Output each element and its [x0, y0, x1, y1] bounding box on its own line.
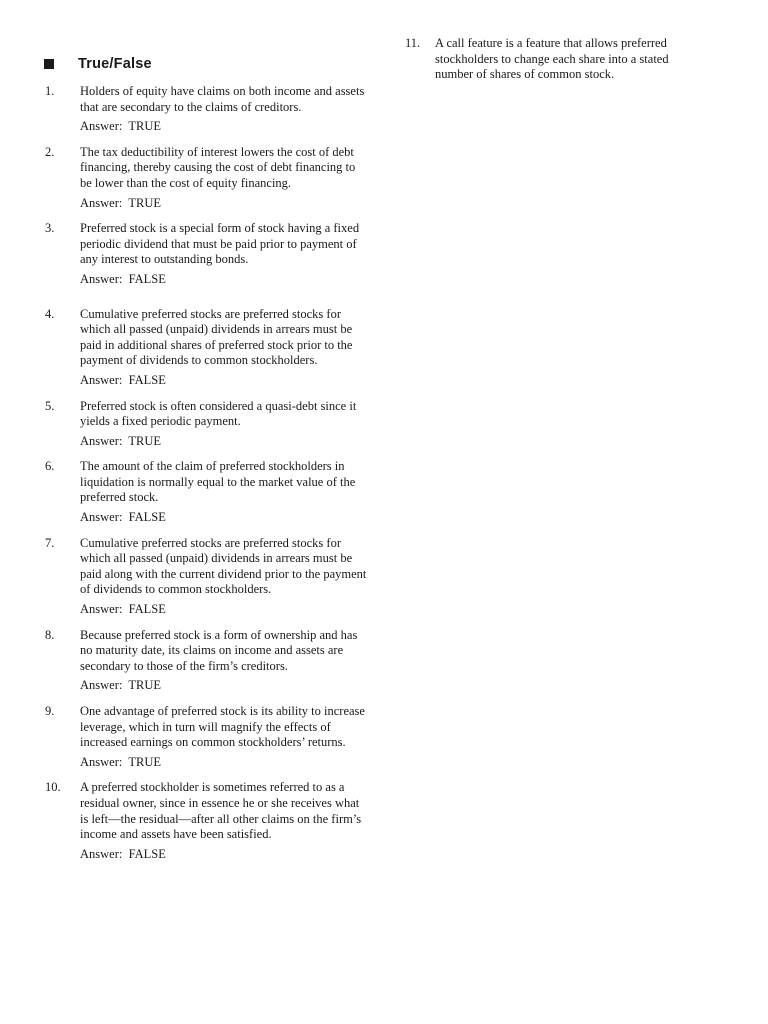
answer-value: FALSE — [128, 271, 166, 286]
question-text: The amount of the claim of preferred stockholders in liquidation is normally equal to the market value of the preferred stock. — [80, 459, 356, 505]
question-text: A call feature is a feature that allows preferred stockholders to change each share into a stated number of shares of common stock. — [435, 36, 669, 82]
section-header — [44, 56, 152, 72]
question-answer — [80, 373, 370, 389]
question-item — [45, 780, 375, 862]
answer-label: Answer: — [80, 119, 123, 134]
question-answer — [80, 272, 370, 288]
question-answer — [80, 196, 370, 212]
question-number: 9. — [45, 704, 55, 718]
question-number: 11. — [405, 36, 421, 50]
question-text: Cumulative preferred stocks are preferred stocks for which all passed (unpaid) dividends in arrears must be paid in additional shares of preferred stock prior to the payment of dividends to common stockholders. — [80, 306, 353, 368]
answer-value: FALSE — [128, 372, 166, 387]
question-number: 5. — [45, 398, 55, 413]
question-answer — [80, 510, 370, 526]
answer-value: TRUE — [128, 433, 162, 448]
square-bullet-icon — [44, 59, 54, 69]
question-answer — [80, 119, 370, 135]
section-title: True/False — [78, 56, 152, 72]
question-number: 7. — [45, 535, 55, 550]
question-number: 2. — [45, 144, 55, 159]
question-item — [45, 145, 375, 211]
answer-label: Answer: — [80, 846, 123, 861]
question-text: Preferred stock is a special form of stock having a fixed periodic dividend that must be paid prior to payment of any interest to outstanding bonds. — [80, 221, 360, 267]
answer-label: Answer: — [80, 433, 123, 448]
question-item — [45, 307, 375, 389]
question-item — [405, 36, 705, 83]
question-item — [45, 704, 375, 770]
answer-label: Answer: — [80, 678, 123, 693]
question-text: One advantage of preferred stock is its ability to increase leverage, which in turn will magnify the effects of increased earnings on common stockholders’ returns. — [80, 704, 365, 750]
right-column — [405, 36, 705, 83]
question-number: 6. — [45, 459, 55, 474]
question-text: Because preferred stock is a form of ownership and has no maturity date, its claims on income and assets are secondary to those of the firm’s creditors. — [80, 627, 358, 673]
question-text: A preferred stockholder is sometimes referred to as a residual owner, since in essence he or she receives what is left—the residual—after all other claims on the firm’s income and assets have been satisfied. — [80, 780, 362, 842]
question-answer — [80, 678, 370, 694]
question-answer — [80, 434, 370, 450]
answer-label: Answer: — [80, 510, 123, 525]
question-text: Cumulative preferred stocks are preferred stocks for which all passed (unpaid) dividends in arrears must be paid along with the current dividend prior to the payment of dividends to common stockholders. — [80, 535, 367, 597]
question-item — [45, 399, 375, 450]
answer-label: Answer: — [80, 195, 123, 210]
question-text: Holders of equity have claims on both income and assets that are secondary to the claims of creditors. — [80, 84, 365, 114]
answer-label: Answer: — [80, 754, 123, 769]
question-item — [45, 221, 375, 287]
answer-value: TRUE — [128, 754, 162, 769]
question-item — [45, 459, 375, 525]
question-item — [45, 536, 375, 618]
answer-value: FALSE — [128, 510, 166, 525]
question-answer — [80, 847, 370, 863]
question-number: 1. — [45, 84, 55, 98]
question-item — [45, 84, 375, 135]
answer-value: TRUE — [128, 678, 162, 693]
question-number: 8. — [45, 627, 55, 642]
answer-value: TRUE — [128, 119, 162, 134]
question-answer — [80, 602, 370, 618]
question-text: Preferred stock is often considered a quasi-debt since it yields a fixed periodic payment. — [80, 398, 357, 429]
question-text: The tax deductibility of interest lowers the cost of debt financing, thereby causing the cost of debt financing to be lower than the cost of equity financing. — [80, 144, 356, 190]
question-number: 3. — [45, 221, 55, 236]
question-item — [45, 628, 375, 694]
question-number: 4. — [45, 306, 55, 321]
answer-value: FALSE — [128, 602, 166, 617]
answer-label: Answer: — [80, 602, 123, 617]
answer-value: FALSE — [128, 846, 166, 861]
answer-label: Answer: — [80, 271, 123, 286]
answer-value: TRUE — [128, 195, 162, 210]
question-answer — [80, 755, 370, 771]
question-number: 10. — [45, 780, 61, 795]
left-column — [45, 84, 375, 862]
answer-label: Answer: — [80, 372, 123, 387]
